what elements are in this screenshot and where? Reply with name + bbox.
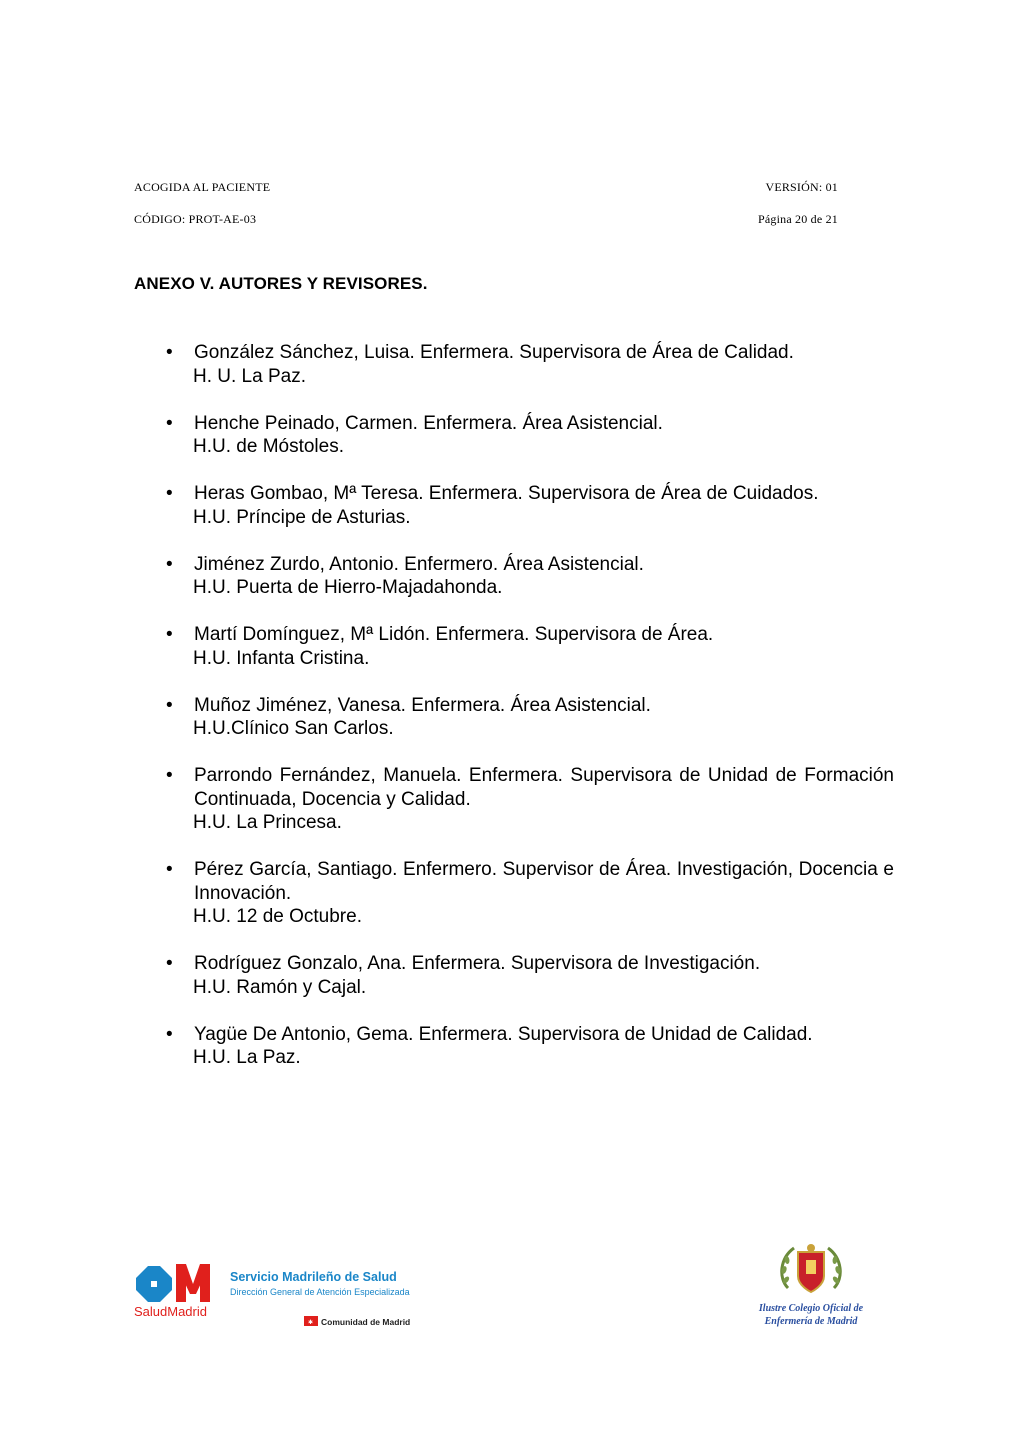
list-item — [134, 553, 894, 600]
list-item — [134, 694, 894, 741]
m-mark-icon — [176, 1264, 210, 1302]
author-hospital: H.U. Infanta Cristina. — [193, 647, 370, 669]
author-description: Henche Peinado, Carmen. Enfermera. Área Asistencial. — [194, 412, 663, 434]
header-code: CÓDIGO: PROT-AE-03 — [134, 212, 257, 226]
author-description: Jiménez Zurdo, Antonio. Enfermero. Área Asistencial. — [194, 553, 644, 575]
author-description: Heras Gombao, Mª Teresa. Enfermera. Supervisora de Área de Cuidados. — [194, 483, 819, 504]
authors-list — [134, 341, 894, 1093]
author-description: Muñoz Jiménez, Vanesa. Enfermera. Área Asistencial. — [194, 694, 651, 716]
author-hospital: H.U. La Princesa. — [193, 812, 342, 833]
bullet-icon: • — [166, 412, 173, 434]
list-item — [134, 412, 894, 459]
salud-madrid-text: SaludMadrid — [134, 1304, 207, 1319]
comunidad-madrid-flag-icon — [304, 1316, 318, 1326]
list-item — [134, 764, 894, 835]
bullet-icon: • — [166, 624, 173, 645]
svg-text:✱: ✱ — [308, 1319, 314, 1326]
header-page-number: Página 20 de 21 — [758, 212, 838, 226]
bullet-icon: • — [166, 483, 173, 504]
author-description: Yagüe De Antonio, Gema. Enfermera. Supervisora de Unidad de Calidad. — [194, 1023, 813, 1045]
list-item — [134, 482, 894, 529]
author-hospital: H.U.Clínico San Carlos. — [193, 718, 394, 739]
author-description: Martí Domínguez, Mª Lidón. Enfermera. Supervisora de Área. — [194, 624, 714, 645]
bullet-icon: • — [166, 765, 173, 786]
author-hospital: H.U. La Paz. — [193, 1047, 301, 1068]
colegio-name-line1: Ilustre Colegio Oficial de — [758, 1303, 864, 1314]
servicio-madrileno-salud-logo — [134, 1262, 434, 1332]
author-hospital: H. U. La Paz. — [193, 365, 306, 387]
author-hospital: H.U. Ramón y Cajal. — [193, 976, 367, 998]
bullet-icon: • — [166, 694, 173, 716]
bullet-icon: • — [166, 342, 173, 363]
list-item — [134, 341, 894, 388]
author-hospital: H.U. de Móstoles. — [193, 436, 344, 457]
list-item — [134, 858, 894, 929]
bullet-icon: • — [166, 1023, 173, 1045]
colegio-emblem-icon — [780, 1244, 841, 1292]
colegio-enfermeria-logo — [744, 1240, 878, 1330]
page-title: ANEXO V. AUTORES Y REVISORES. — [134, 274, 428, 293]
salud-madrid-cross-icon — [136, 1266, 172, 1302]
header-doc-title: ACOGIDA AL PACIENTE — [134, 180, 271, 194]
author-description: Rodríguez Gonzalo, Ana. Enfermera. Supervisora de Investigación. — [194, 953, 761, 974]
bullet-icon: • — [166, 859, 173, 880]
comunidad-madrid-text: Comunidad de Madrid — [321, 1317, 411, 1327]
sms-subtitle: Dirección General de Atención Especializada — [230, 1287, 410, 1297]
sms-name: Servicio Madrileño de Salud — [230, 1270, 397, 1284]
author-description: Pérez García, Santiago. Enfermero. Supervisor de Área. Investigación, Docencia e Innovación. — [194, 859, 894, 904]
author-hospital: H.U. Príncipe de Asturias. — [193, 506, 411, 528]
colegio-name-line2: Enfermería de Madrid — [764, 1316, 858, 1327]
list-item — [134, 1023, 894, 1070]
bullet-icon: • — [166, 553, 173, 575]
author-description: Parrondo Fernández, Manuela. Enfermera. Supervisora de Unidad de Formación Continuada, Docencia y Calidad. — [194, 765, 894, 810]
list-item — [134, 952, 894, 999]
author-description: González Sánchez, Luisa. Enfermera. Supervisora de Área de Calidad. — [194, 342, 794, 363]
author-hospital: H.U. Puerta de Hierro-Majadahonda. — [193, 577, 503, 598]
author-hospital: H.U. 12 de Octubre. — [193, 906, 362, 927]
list-item — [134, 623, 894, 670]
header-version: VERSIÓN: 01 — [765, 180, 838, 194]
bullet-icon: • — [166, 953, 173, 974]
